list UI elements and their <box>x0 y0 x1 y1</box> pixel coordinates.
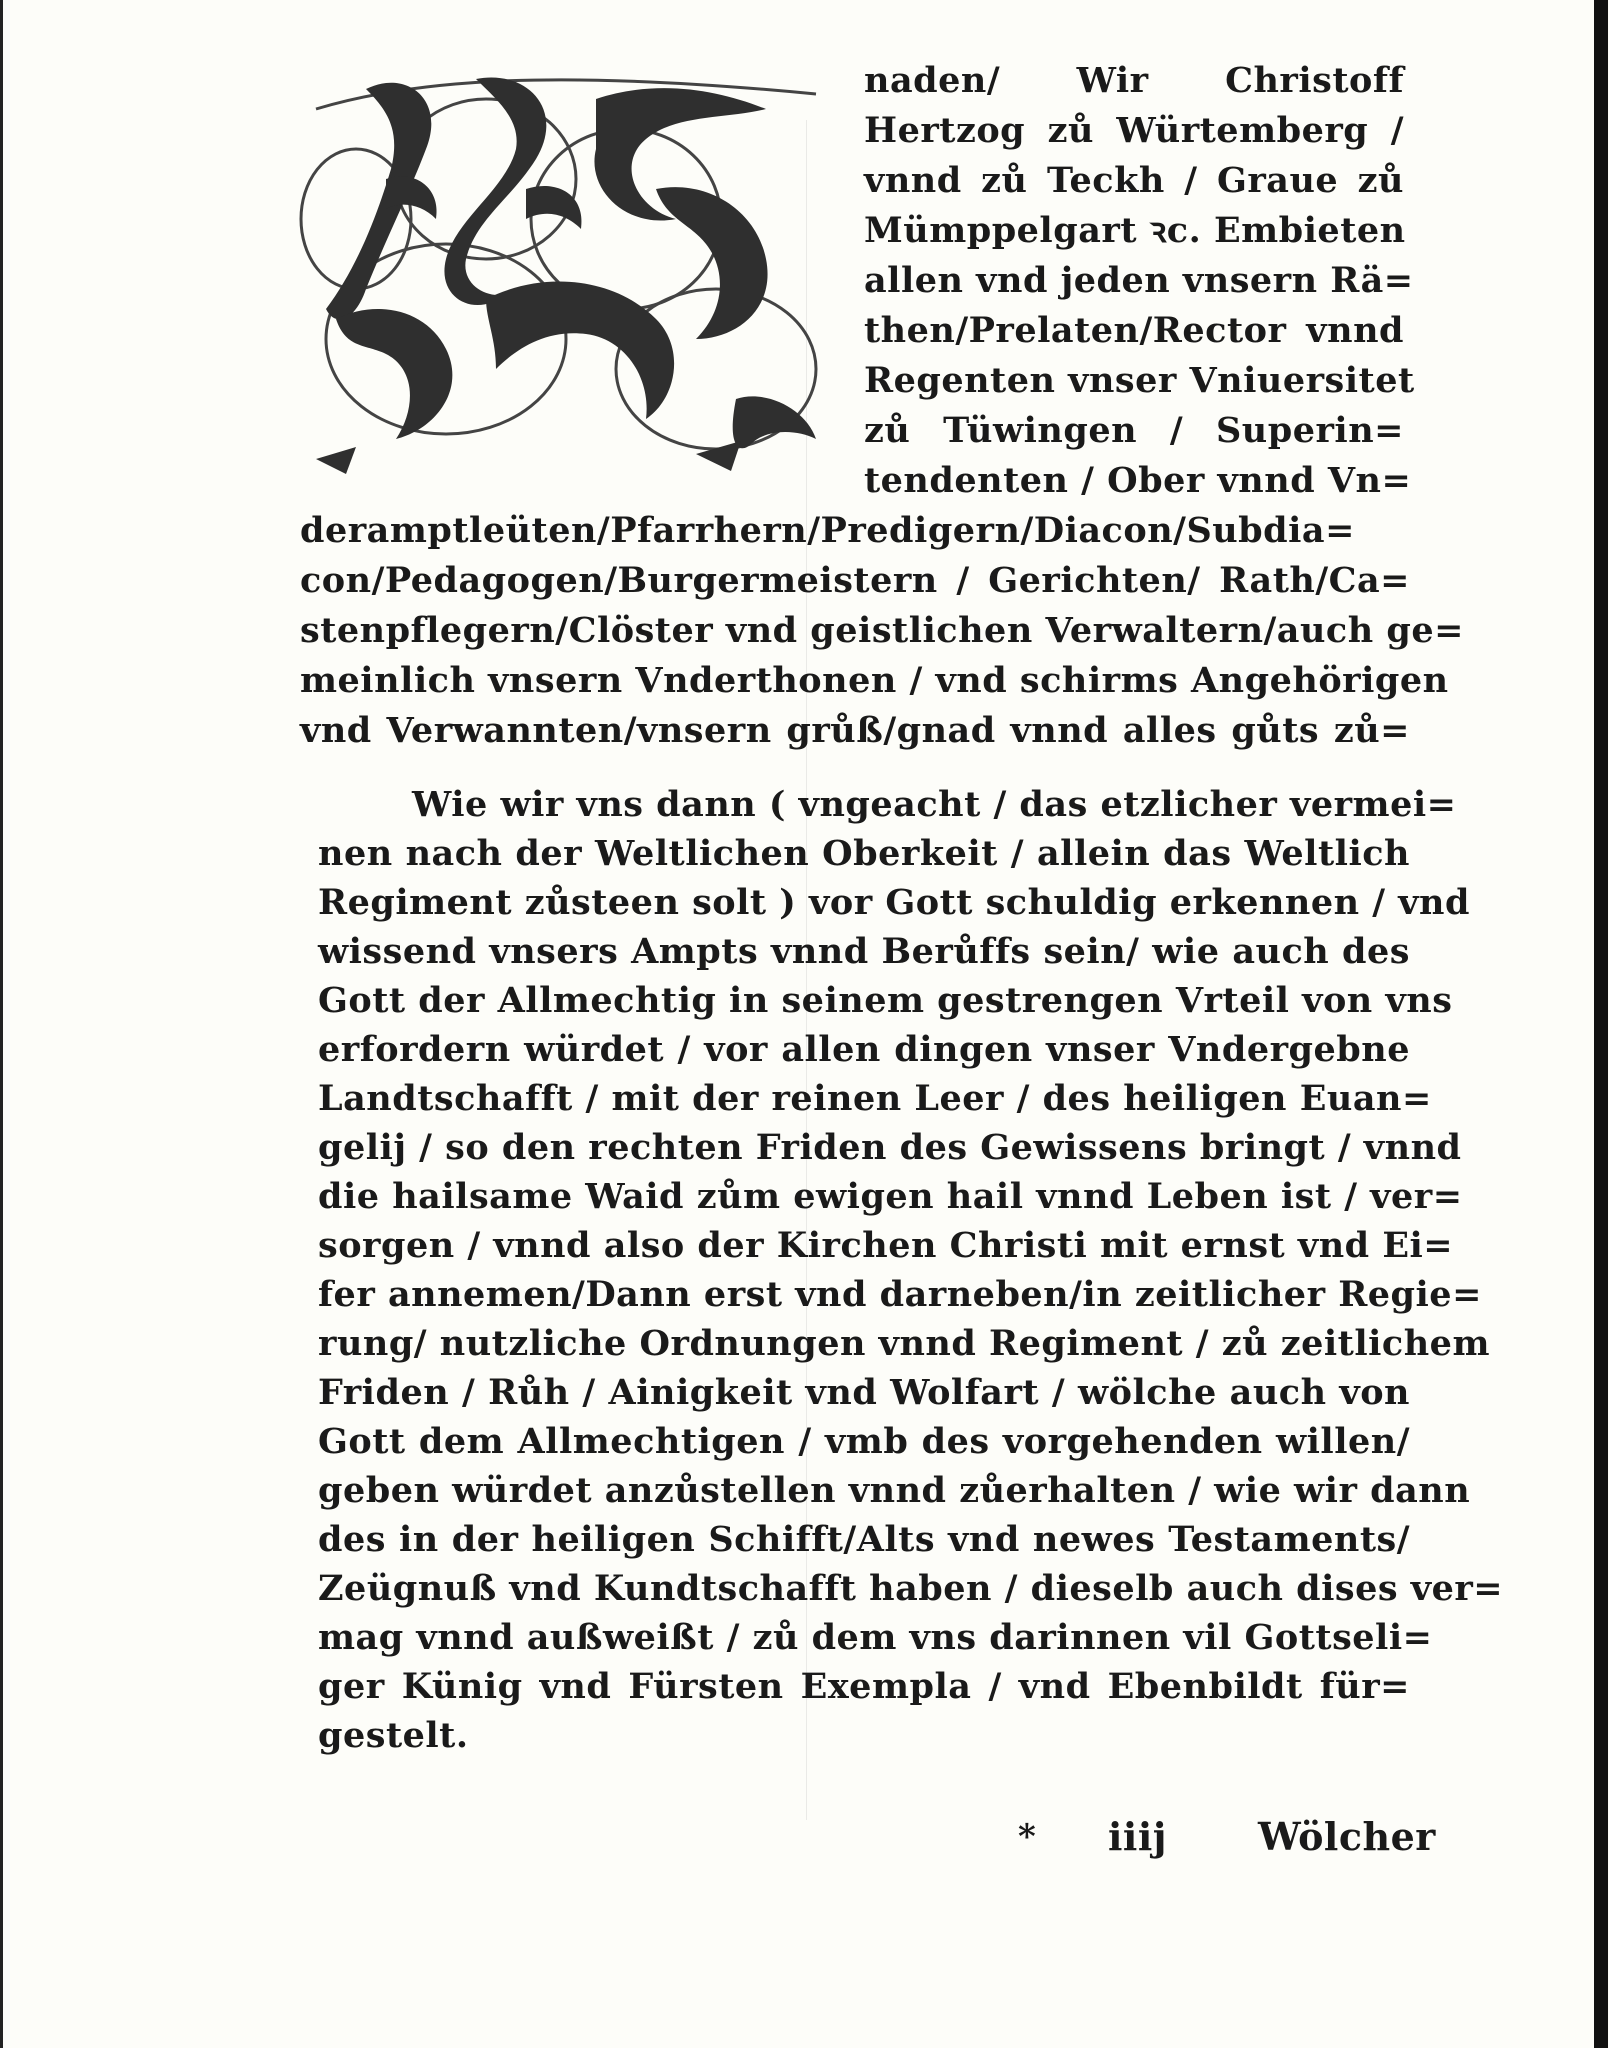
text-line: wissend vnsers Ampts vnnd Berůffs sein/ wie auch des <box>318 931 1410 972</box>
text-line: Gott der Allmechtig in seinem gestrengen Vrteil von vns <box>318 980 1453 1021</box>
text-line: Hertzog zů Würtemberg / <box>864 110 1404 151</box>
text-line: con/Pedagogen/Burgermeistern / Gerichten/ Rath/Ca= <box>300 560 1410 601</box>
text-line: vnnd zů Teckh / Graue zů <box>864 160 1404 201</box>
text-line: gestelt. <box>318 1715 469 1756</box>
text-line: Mümppelgart ꝛc. Embieten <box>864 210 1406 251</box>
footer-star-mark: * <box>1018 1817 1037 1857</box>
text-line: then/Prelaten/Rector vnnd <box>864 310 1404 351</box>
text-line: Zeügnuß vnd Kundtschafft haben / dieselb auch dises ver= <box>318 1568 1504 1609</box>
decorated-initial-letter <box>296 64 836 484</box>
text-line: Regenten vnser Vniuersitet <box>864 360 1415 401</box>
text-line: meinlich vnsern Vnderthonen / vnd schirms Angehörigen <box>300 660 1449 701</box>
text-line: sorgen / vnnd also der Kirchen Christi mit ernst vnd Ei= <box>318 1225 1454 1266</box>
text-line: naden/ Wir Christoff <box>864 60 1404 101</box>
catchword: Wölcher <box>1258 1814 1436 1859</box>
text-line: deramptleüten/Pfarrhern/Predigern/Diacon/Subdia= <box>300 510 1355 551</box>
text-line: geben würdet anzůstellen vnnd zůerhalten / wie wir dann <box>318 1470 1471 1511</box>
text-line: rung/ nutzliche Ordnungen vnnd Regiment / zů zeitlichem <box>318 1323 1490 1364</box>
text-line: Regiment zůsteen solt ) vor Gott schuldig erkennen / vnd <box>318 882 1470 923</box>
text-line: des in der heiligen Schifft/Alts vnd newes Testaments/ <box>318 1519 1410 1560</box>
text-line: Wie wir vns dann ( vngeacht / das etzlicher vermei= <box>412 784 1457 825</box>
text-line: gelij / so den rechten Friden des Gewissens bringt / vnnd <box>318 1127 1462 1168</box>
text-line: tendenten / Ober vnnd Vn= <box>864 460 1412 501</box>
signature-mark: iiij <box>1108 1814 1168 1859</box>
text-line: nen nach der Weltlichen Oberkeit / allein das Weltlich <box>318 833 1410 874</box>
text-line: ger Künig vnd Fürsten Exempla / vnd Ebenbildt für= <box>318 1666 1410 1707</box>
text-line: erfordern würdet / vor allen dingen vnser Vndergebne <box>318 1029 1410 1070</box>
text-line: mag vnnd außweißt / zů dem vns darinnen vil Gottseli= <box>318 1617 1433 1658</box>
text-line: die hailsame Waid zům ewigen hail vnnd Leben ist / ver= <box>318 1176 1463 1217</box>
text-line: stenpflegern/Clöster vnd geistlichen Verwaltern/auch ge= <box>300 610 1464 651</box>
text-line: vnd Verwannten/vnsern grůß/gnad vnnd alles gůts zů= <box>300 710 1410 751</box>
text-line: allen vnd jeden vnsern Rä= <box>864 260 1414 301</box>
text-line: fer annemen/Dann erst vnd darneben/in zeitlicher Regie= <box>318 1274 1482 1315</box>
scan-edge-left <box>0 0 3 2048</box>
text-line: zů Tüwingen / Superin= <box>864 410 1404 451</box>
text-line: Friden / Růh / Ainigkeit vnd Wolfart / wölche auch von <box>318 1372 1410 1413</box>
scan-edge-right <box>1594 0 1608 2048</box>
text-line: Landtschafft / mit der reinen Leer / des heiligen Euan= <box>318 1078 1432 1119</box>
text-line: Gott dem Allmechtigen / vmb des vorgehenden willen/ <box>318 1421 1410 1462</box>
